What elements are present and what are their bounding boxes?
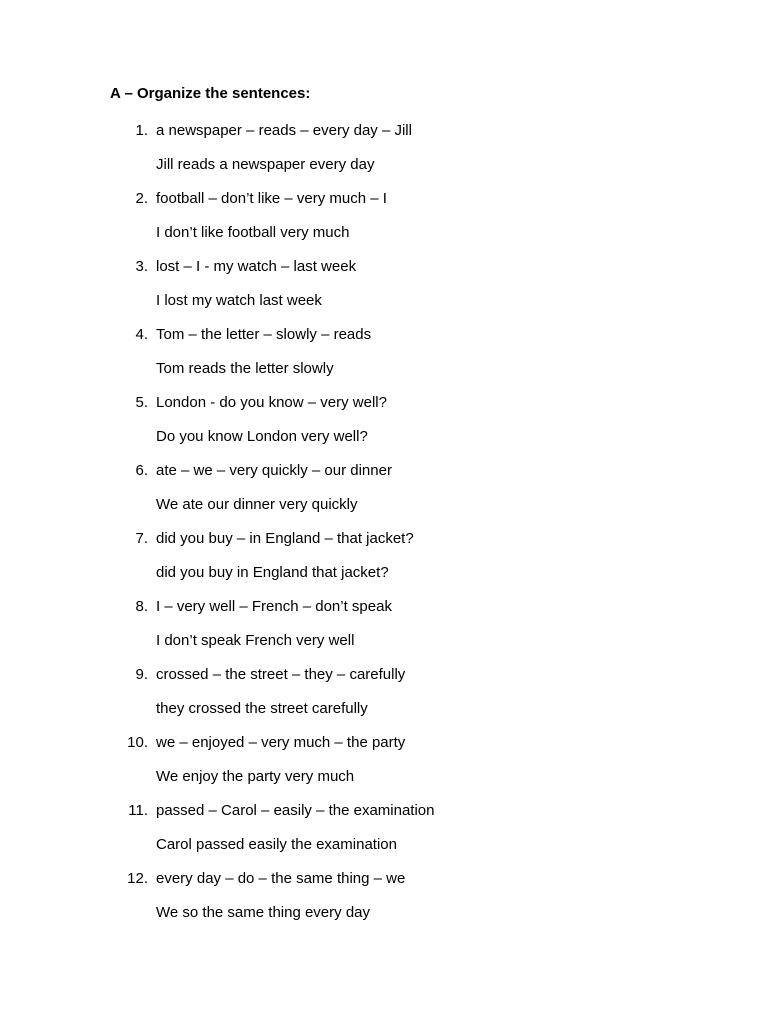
exercise-item-5 (0, 394, 768, 462)
item-number: 7. (135, 530, 148, 547)
exercise-list (0, 122, 768, 938)
exercise-item-12 (0, 870, 768, 938)
item-prompt: every day – do – the same thing – we (156, 870, 406, 887)
exercise-item-6 (0, 462, 768, 530)
item-answer: they crossed the street carefully (156, 700, 368, 717)
item-number: 9. (135, 666, 148, 683)
item-answer: We enjoy the party very much (156, 768, 355, 785)
item-prompt: I – very well – French – don’t speak (156, 598, 392, 615)
exercise-item-11 (0, 802, 768, 870)
item-answer: Jill reads a newspaper every day (156, 156, 375, 173)
item-prompt: we – enjoyed – very much – the party (156, 734, 406, 751)
item-answer: Carol passed easily the examination (156, 836, 397, 853)
item-number: 8. (135, 598, 148, 615)
item-prompt: London - do you know – very well? (156, 394, 387, 411)
item-prompt: football – don’t like – very much – I (156, 190, 387, 207)
exercise-item-1 (0, 122, 768, 190)
item-answer: Tom reads the letter slowly (156, 360, 334, 377)
item-answer: We ate our dinner very quickly (156, 496, 358, 513)
item-answer: I don’t like football very much (156, 224, 350, 241)
item-prompt: did you buy – in England – that jacket? (156, 530, 414, 547)
item-answer: We so the same thing every day (156, 904, 370, 921)
exercise-item-8 (0, 598, 768, 666)
exercise-item-7 (0, 530, 768, 598)
exercise-item-4 (0, 326, 768, 394)
item-number: 2. (135, 190, 148, 207)
item-prompt: Tom – the letter – slowly – reads (156, 326, 372, 343)
item-answer: Do you know London very well? (156, 428, 368, 445)
exercise-item-2 (0, 190, 768, 258)
item-number: 1. (135, 122, 148, 139)
item-prompt: passed – Carol – easily – the examination (156, 802, 435, 819)
item-answer: I don’t speak French very well (156, 632, 355, 649)
item-prompt: crossed – the street – they – carefully (156, 666, 406, 683)
item-number: 5. (135, 394, 148, 411)
exercise-item-10 (0, 734, 768, 802)
item-number: 11. (128, 802, 148, 819)
item-prompt: ate – we – very quickly – our dinner (156, 462, 392, 479)
item-number: 12. (127, 870, 148, 887)
exercise-item-9 (0, 666, 768, 734)
item-answer: I lost my watch last week (156, 292, 322, 309)
item-number: 10. (127, 734, 148, 751)
exercise-item-3 (0, 258, 768, 326)
item-prompt: a newspaper – reads – every day – Jill (156, 122, 412, 139)
item-prompt: lost – I - my watch – last week (156, 258, 357, 275)
exercise-heading: A – Organize the sentences: (110, 85, 311, 102)
item-number: 3. (135, 258, 148, 275)
item-answer: did you buy in England that jacket? (156, 564, 389, 581)
item-number: 6. (135, 462, 148, 479)
item-number: 4. (135, 326, 148, 343)
